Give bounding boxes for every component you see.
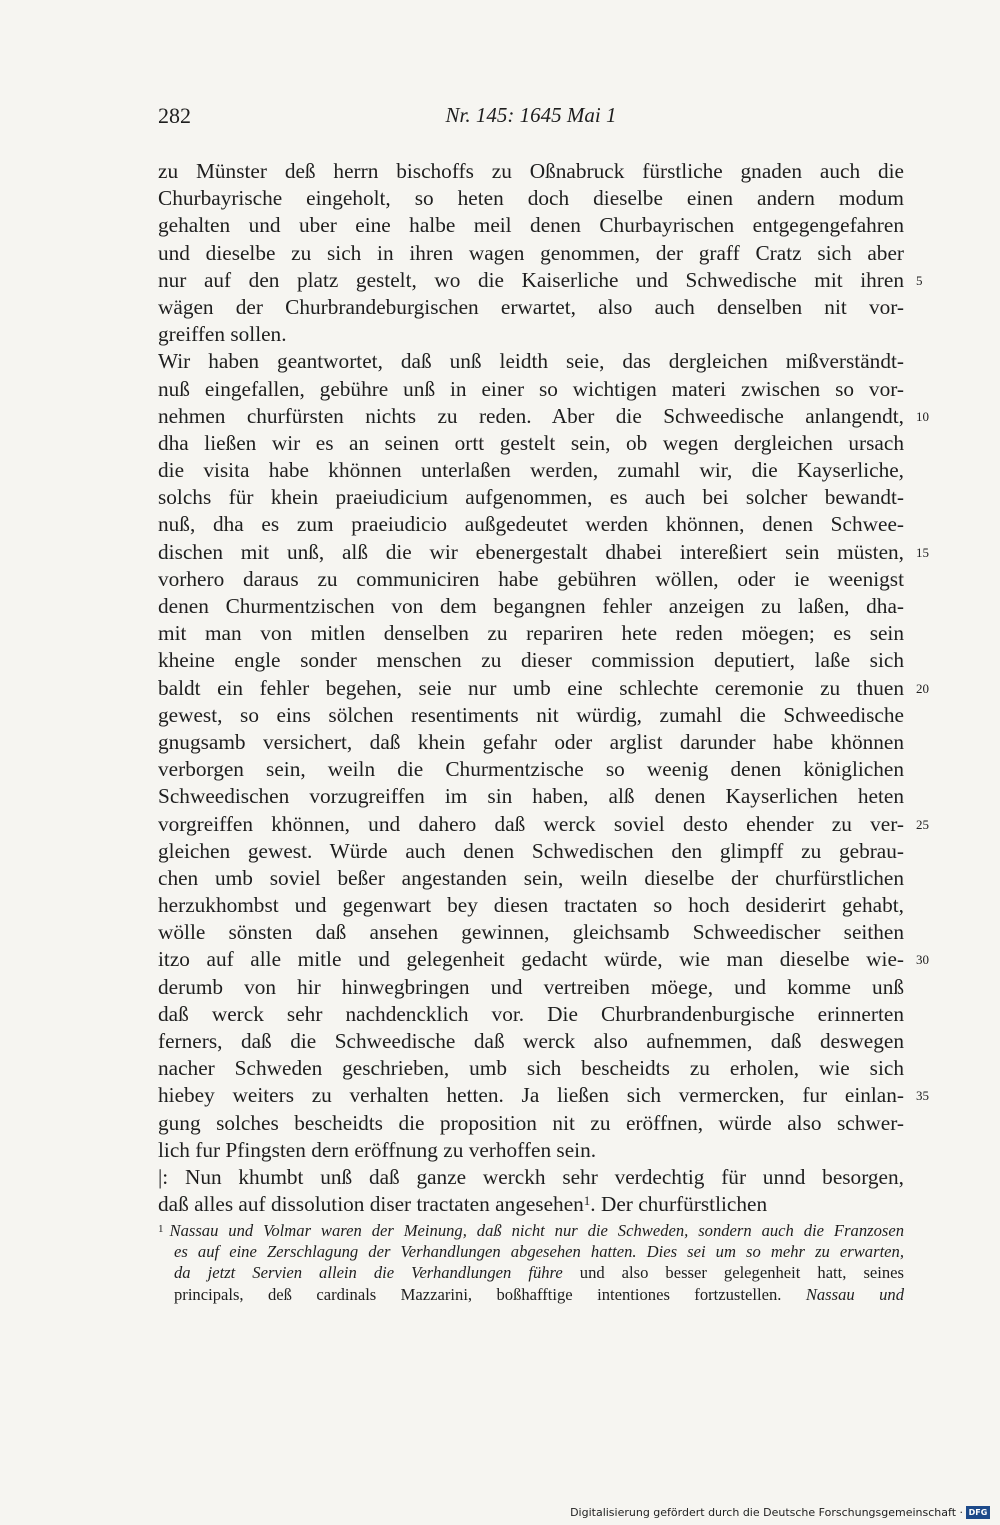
- line-text: solchs für khein praeiudicium aufgenommen, es auch bei solcher bewandt-: [158, 485, 904, 510]
- line-text: lich fur Pfingsten dern eröffnung zu verhoffen sein.: [158, 1137, 597, 1162]
- text-line: [158, 756, 904, 783]
- text-line: [158, 1028, 904, 1055]
- line-text: daß werck sehr nachdencklich vor. Die Churbrandenburgische erinnerten: [158, 1001, 904, 1026]
- page-number: 282: [158, 103, 191, 128]
- line-text: nur auf den platz gestelt, wo die Kaiserliche und Schwedische mit ihren: [158, 267, 904, 292]
- line-text: wägen der Churbrandeburgischen erwartet, also auch denselben nit vor-: [158, 294, 904, 319]
- line-text: gung solches bescheidts die proposition nit zu eröffnen, würde also schwer-: [158, 1110, 904, 1135]
- line-text: denen Churmentzischen von dem begangnen fehler anzeigen zu laßen, dha-: [158, 594, 904, 618]
- line-text: Schweedischen vorzugreiffen im sin haben, alß denen Kayserlichen heten: [158, 784, 904, 809]
- text-line: [158, 593, 904, 620]
- text-line: [158, 974, 904, 1001]
- line-text: gleichen gewest. Würde auch denen Schwedischen den glimpff zu gebrau-: [158, 838, 904, 863]
- text-line: [158, 946, 929, 973]
- text-line: [158, 376, 904, 403]
- line-text: die visita habe khönnen unterlaßen werden, zumahl wir, die Kayserliche,: [158, 458, 904, 483]
- main-text: [158, 158, 929, 1218]
- footnote-line: da jetzt Servien allein die Verhandlungen führe und also besser gelegenheit hatt, seines: [174, 1263, 904, 1282]
- running-title: Nr. 145: 1645 Mai 1: [445, 103, 617, 127]
- text-line: [158, 838, 904, 865]
- text-line: [158, 484, 904, 511]
- line-number: 20: [916, 680, 929, 696]
- line-text: herzukhombst und gegenwart bey diesen tractaten so hoch desiderirt gehabt,: [158, 893, 904, 918]
- line-text: zu Münster deß herrn bischoffs zu Oßnabruck fürstliche gnaden auch die: [158, 159, 904, 183]
- line-text: nuß eingefallen, gebühre unß in einer so wichtigen materi zwischen so vor-: [158, 376, 904, 401]
- text-line: [158, 539, 929, 566]
- footnote-line: $^1$ Nassau und Volmar waren der Meinung, daß nicht nur die Schweden, sondern auch die Franzosen: [158, 1221, 904, 1240]
- line-number: 30: [916, 952, 929, 968]
- digitization-credit: [570, 1506, 990, 1519]
- line-text: gehalten und uber eine halbe meil denen Churbayrischen entgegengefahren: [158, 213, 904, 238]
- text-line: [158, 240, 904, 267]
- text-line: [158, 647, 904, 674]
- line-text: dha ließen wir es an seinen ortt gestelt sein, ob wegen dergleichen ursach: [158, 430, 904, 455]
- text-line: [158, 185, 904, 212]
- line-text: verborgen sein, weiln die Churmentzische so weenig denen königlichen: [158, 757, 904, 782]
- line-text: itzo auf alle mitle und gelegenheit gedacht würde, wie man dieselbe wie-: [158, 947, 904, 972]
- text-line: [158, 919, 904, 946]
- page-header: [158, 103, 904, 133]
- line-text: |: Nun khumbt unß daß ganze werckh sehr verdechtig für unnd besorgen,: [158, 1164, 904, 1189]
- text-line: [158, 783, 904, 810]
- text-line: [158, 457, 904, 484]
- line-text: mit man von mitlen denselben zu repariren hete reden möegen; es sein: [158, 621, 904, 646]
- text-line: [158, 212, 904, 239]
- line-text: vorhero daraus zu communiciren habe gebühren wöllen, oder ie weenigst: [158, 566, 904, 591]
- text-line: [158, 348, 904, 375]
- line-text: vorgreiffen khönnen, und dahero daß werck soviel desto ehender zu ver-: [158, 811, 904, 836]
- line-text: baldt ein fehler begehen, seie nur umb eine schlechte ceremonie zu thuen: [158, 675, 904, 700]
- text-line: [158, 511, 904, 538]
- text-line: daß alles auf dissolution diser tractaten angesehen$^1$. Der churfürstlichen: [158, 1192, 768, 1217]
- text-line: [158, 865, 904, 892]
- line-text: nacher Schweden geschrieben, umb sich bescheidts zu erholen, wie sich: [158, 1056, 904, 1081]
- text-line: [158, 729, 904, 756]
- text-line: [158, 267, 923, 294]
- text-line: [158, 620, 904, 647]
- footnote-line: principals, deß cardinals Mazzarini, boßhafftige intentiones fortzustellen. Nassau und: [174, 1284, 904, 1304]
- line-text: nehmen churfürsten nichts zu reden. Aber die Schweedische anlangendt,: [158, 403, 904, 428]
- line-text: derumb von hir hinwegbringen und vertreiben möege, und komme unß: [158, 974, 904, 999]
- text-line: [158, 321, 904, 348]
- text-line: [158, 1137, 904, 1164]
- line-number: 5: [916, 272, 923, 288]
- text-line: [158, 158, 904, 185]
- line-text: chen umb soviel beßer angestanden sein, weiln dieselbe der churfürstlichen: [158, 865, 904, 890]
- line-text: Churbayrische eingeholt, so heten doch dieselbe einen andern modum: [158, 186, 904, 211]
- line-text: kheine engle sonder menschen zu dieser commission deputiert, laße sich: [158, 648, 904, 673]
- text-line: [158, 430, 904, 457]
- footnote-block: [158, 1219, 904, 1305]
- line-text: gewest, so eins sölchen resentiments nit würdig, zumahl die Schweedische: [158, 702, 904, 727]
- line-text: dischen mit unß, alß die wir ebenergestalt dhabei intereßiert sein müsten,: [158, 539, 904, 564]
- line-number: 25: [916, 816, 929, 832]
- text-line: [158, 566, 904, 593]
- line-text: gnugsamb versichert, daß khein gefahr oder arglist darunder habe khönnen: [158, 729, 904, 754]
- footnote-marker: 1: [158, 1223, 164, 1235]
- line-text: wölle sönsten daß ansehen gewinnen, gleichsamb Schweedischer seithen: [158, 920, 904, 945]
- text-line: [158, 1055, 904, 1082]
- line-text: greiffen sollen.: [158, 322, 287, 347]
- text-line: [158, 1082, 929, 1109]
- line-text: Wir haben geantwortet, daß unß leidth seie, das dergleichen mißverständt-: [158, 349, 904, 374]
- dfg-logo: DFG: [966, 1506, 990, 1519]
- text-line: [158, 403, 929, 430]
- credit-text: Digitalisierung gefördert durch die Deutsche Forschungsgemeinschaft ·: [570, 1506, 963, 1519]
- text-line: [158, 294, 904, 321]
- line-text: nuß, dha es zum praeiudicio außgedeutet werden khönnen, denen Schwee-: [158, 512, 904, 537]
- line-number: 10: [916, 408, 929, 424]
- text-line: [158, 1110, 904, 1137]
- text-line: [158, 1164, 904, 1191]
- line-text: und dieselbe zu sich in ihren wagen genommen, der graff Cratz sich aber: [158, 240, 904, 265]
- text-line: [158, 811, 929, 838]
- line-text: ferners, daß die Schweedische daß werck also aufnemmen, daß deswegen: [158, 1029, 904, 1053]
- footnote-reference[interactable]: 1: [583, 1193, 591, 1209]
- text-line: [158, 675, 929, 702]
- text-line: [158, 892, 904, 919]
- text-line: [158, 1001, 904, 1028]
- footnote-line: es auf eine Zerschlagung der Verhandlungen abgesehen hatten. Dies sei um so mehr zu erwarten,: [174, 1241, 904, 1261]
- line-number: 35: [916, 1088, 929, 1104]
- line-number: 15: [916, 544, 929, 560]
- text-line: [158, 702, 904, 729]
- line-text: hiebey weiters zu verhalten hetten. Ja ließen sich vermercken, fur einlan-: [158, 1083, 904, 1108]
